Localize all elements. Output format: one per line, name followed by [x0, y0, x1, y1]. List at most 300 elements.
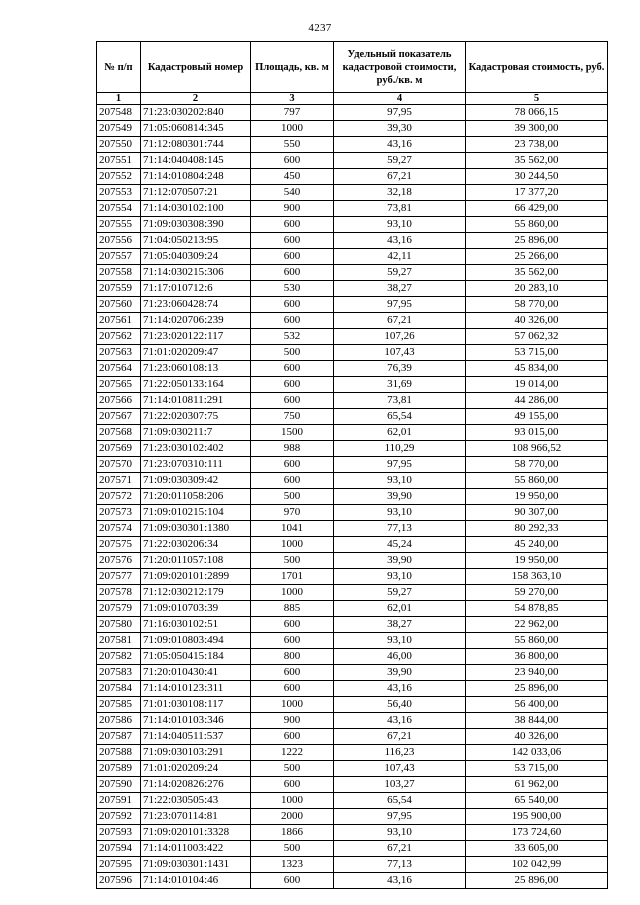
table-row — [97, 409, 608, 425]
cadastral-number-cell: 71:23:070310:111 — [141, 457, 251, 473]
cadastral-number-cell: 71:05:050415:184 — [141, 649, 251, 665]
cadastral-value-cell: 142 033,06 — [466, 745, 608, 761]
row-number-cell: 207562 — [97, 329, 141, 345]
cadastral-number-cell: 71:09:030103:291 — [141, 745, 251, 761]
row-number-cell: 207552 — [97, 169, 141, 185]
cadastral-value-cell: 45 240,00 — [466, 537, 608, 553]
table-header-row — [97, 42, 608, 93]
table-row — [97, 425, 608, 441]
cadastral-value-cell: 80 292,33 — [466, 521, 608, 537]
cadastral-value-cell: 23 940,00 — [466, 665, 608, 681]
header-row-number: № п/п — [97, 42, 141, 93]
area-cell: 800 — [251, 649, 334, 665]
table-row — [97, 553, 608, 569]
cadastral-value-cell: 25 896,00 — [466, 233, 608, 249]
unit-rate-cell: 67,21 — [334, 313, 466, 329]
header-cadastral-value: Кадастровая стоимость, руб. — [466, 42, 608, 93]
cadastral-number-cell: 71:23:070114:81 — [141, 809, 251, 825]
table-row — [97, 361, 608, 377]
table-row — [97, 185, 608, 201]
area-cell: 900 — [251, 713, 334, 729]
area-cell: 600 — [251, 233, 334, 249]
row-number-cell: 207581 — [97, 633, 141, 649]
table-row — [97, 825, 608, 841]
cadastral-value-cell: 25 266,00 — [466, 249, 608, 265]
cadastral-value-cell: 57 062,32 — [466, 329, 608, 345]
table-row — [97, 793, 608, 809]
row-number-cell: 207593 — [97, 825, 141, 841]
cadastral-number-cell: 71:23:030202:840 — [141, 105, 251, 121]
area-cell: 600 — [251, 457, 334, 473]
column-number: 4 — [334, 93, 466, 105]
cadastral-value-cell: 55 860,00 — [466, 473, 608, 489]
table-row — [97, 777, 608, 793]
table-row — [97, 297, 608, 313]
unit-rate-cell: 107,43 — [334, 345, 466, 361]
table-row — [97, 457, 608, 473]
cadastral-number-cell: 71:14:040408:145 — [141, 153, 251, 169]
table-row — [97, 873, 608, 889]
row-number-cell: 207580 — [97, 617, 141, 633]
row-number-cell: 207563 — [97, 345, 141, 361]
unit-rate-cell: 110,29 — [334, 441, 466, 457]
area-cell: 900 — [251, 201, 334, 217]
unit-rate-cell: 43,16 — [334, 873, 466, 889]
area-cell: 600 — [251, 633, 334, 649]
cadastral-number-cell: 71:14:030102:100 — [141, 201, 251, 217]
table-row — [97, 265, 608, 281]
cadastral-value-table — [96, 41, 608, 889]
cadastral-value-cell: 17 377,20 — [466, 185, 608, 201]
cadastral-value-cell: 53 715,00 — [466, 761, 608, 777]
unit-rate-cell: 76,39 — [334, 361, 466, 377]
cadastral-number-cell: 71:14:011003:422 — [141, 841, 251, 857]
area-cell: 970 — [251, 505, 334, 521]
unit-rate-cell: 65,54 — [334, 793, 466, 809]
cadastral-value-cell: 54 878,85 — [466, 601, 608, 617]
cadastral-value-cell: 35 562,00 — [466, 265, 608, 281]
unit-rate-cell: 39,30 — [334, 121, 466, 137]
cadastral-value-cell: 90 307,00 — [466, 505, 608, 521]
row-number-cell: 207585 — [97, 697, 141, 713]
table-row — [97, 697, 608, 713]
unit-rate-cell: 93,10 — [334, 505, 466, 521]
row-number-cell: 207557 — [97, 249, 141, 265]
unit-rate-cell: 59,27 — [334, 153, 466, 169]
area-cell: 1500 — [251, 425, 334, 441]
unit-rate-cell: 32,18 — [334, 185, 466, 201]
unit-rate-cell: 107,26 — [334, 329, 466, 345]
table-row — [97, 729, 608, 745]
row-number-cell: 207551 — [97, 153, 141, 169]
cadastral-number-cell: 71:05:060814:345 — [141, 121, 251, 137]
cadastral-value-cell: 40 326,00 — [466, 729, 608, 745]
row-number-cell: 207578 — [97, 585, 141, 601]
unit-rate-cell: 67,21 — [334, 169, 466, 185]
cadastral-value-cell: 58 770,00 — [466, 457, 608, 473]
table-body — [97, 105, 608, 889]
area-cell: 797 — [251, 105, 334, 121]
row-number-cell: 207584 — [97, 681, 141, 697]
column-number: 1 — [97, 93, 141, 105]
row-number-cell: 207566 — [97, 393, 141, 409]
cadastral-value-cell: 195 900,00 — [466, 809, 608, 825]
table-row — [97, 665, 608, 681]
cadastral-number-cell: 71:14:040511:537 — [141, 729, 251, 745]
cadastral-number-cell: 71:20:011057:108 — [141, 553, 251, 569]
table-row — [97, 745, 608, 761]
area-cell: 1000 — [251, 697, 334, 713]
cadastral-value-cell: 40 326,00 — [466, 313, 608, 329]
row-number-cell: 207577 — [97, 569, 141, 585]
cadastral-value-cell: 30 244,50 — [466, 169, 608, 185]
cadastral-number-cell: 71:14:020826:276 — [141, 777, 251, 793]
area-cell: 600 — [251, 665, 334, 681]
row-number-cell: 207576 — [97, 553, 141, 569]
cadastral-value-cell: 108 966,52 — [466, 441, 608, 457]
area-cell: 532 — [251, 329, 334, 345]
cadastral-number-cell: 71:04:050213:95 — [141, 233, 251, 249]
cadastral-value-cell: 55 860,00 — [466, 633, 608, 649]
cadastral-number-cell: 71:09:030308:390 — [141, 217, 251, 233]
cadastral-value-cell: 55 860,00 — [466, 217, 608, 233]
unit-rate-cell: 77,13 — [334, 521, 466, 537]
row-number-cell: 207574 — [97, 521, 141, 537]
unit-rate-cell: 43,16 — [334, 713, 466, 729]
area-cell: 600 — [251, 217, 334, 233]
area-cell: 600 — [251, 153, 334, 169]
table-row — [97, 569, 608, 585]
table-row — [97, 649, 608, 665]
table-row — [97, 169, 608, 185]
column-number: 2 — [141, 93, 251, 105]
unit-rate-cell: 43,16 — [334, 233, 466, 249]
area-cell: 600 — [251, 777, 334, 793]
area-cell: 600 — [251, 313, 334, 329]
cadastral-value-cell: 53 715,00 — [466, 345, 608, 361]
cadastral-value-cell: 44 286,00 — [466, 393, 608, 409]
cadastral-value-cell: 38 844,00 — [466, 713, 608, 729]
table-row — [97, 617, 608, 633]
table-row — [97, 137, 608, 153]
row-number-cell: 207549 — [97, 121, 141, 137]
cadastral-number-cell: 71:14:010103:346 — [141, 713, 251, 729]
unit-rate-cell: 38,27 — [334, 617, 466, 633]
cadastral-number-cell: 71:09:030309:42 — [141, 473, 251, 489]
cadastral-number-cell: 71:01:020209:24 — [141, 761, 251, 777]
unit-rate-cell: 42,11 — [334, 249, 466, 265]
cadastral-number-cell: 71:09:030301:1380 — [141, 521, 251, 537]
unit-rate-cell: 45,24 — [334, 537, 466, 553]
table-row — [97, 345, 608, 361]
row-number-cell: 207558 — [97, 265, 141, 281]
table-row — [97, 809, 608, 825]
cadastral-number-cell: 71:14:010811:291 — [141, 393, 251, 409]
cadastral-value-cell: 25 896,00 — [466, 873, 608, 889]
area-cell: 600 — [251, 473, 334, 489]
unit-rate-cell: 56,40 — [334, 697, 466, 713]
unit-rate-cell: 103,27 — [334, 777, 466, 793]
unit-rate-cell: 93,10 — [334, 633, 466, 649]
header-area: Площадь, кв. м — [251, 42, 334, 93]
table-row — [97, 681, 608, 697]
cadastral-number-cell: 71:16:030102:51 — [141, 617, 251, 633]
cadastral-value-cell: 56 400,00 — [466, 697, 608, 713]
row-number-cell: 207582 — [97, 649, 141, 665]
row-number-cell: 207575 — [97, 537, 141, 553]
row-number-cell: 207570 — [97, 457, 141, 473]
row-number-cell: 207569 — [97, 441, 141, 457]
unit-rate-cell: 97,95 — [334, 809, 466, 825]
area-cell: 600 — [251, 265, 334, 281]
table-row — [97, 585, 608, 601]
row-number-cell: 207592 — [97, 809, 141, 825]
unit-rate-cell: 97,95 — [334, 105, 466, 121]
area-cell: 600 — [251, 249, 334, 265]
cadastral-value-cell: 35 562,00 — [466, 153, 608, 169]
cadastral-number-cell: 71:20:011058:206 — [141, 489, 251, 505]
unit-rate-cell: 97,95 — [334, 297, 466, 313]
cadastral-number-cell: 71:12:080301:744 — [141, 137, 251, 153]
unit-rate-cell: 43,16 — [334, 137, 466, 153]
cadastral-value-cell: 102 042,99 — [466, 857, 608, 873]
table-row — [97, 249, 608, 265]
unit-rate-cell: 93,10 — [334, 473, 466, 489]
cadastral-value-cell: 22 962,00 — [466, 617, 608, 633]
cadastral-value-cell: 20 283,10 — [466, 281, 608, 297]
area-cell: 600 — [251, 681, 334, 697]
cadastral-value-cell: 36 800,00 — [466, 649, 608, 665]
row-number-cell: 207588 — [97, 745, 141, 761]
unit-rate-cell: 93,10 — [334, 825, 466, 841]
cadastral-number-cell: 71:14:010104:46 — [141, 873, 251, 889]
cadastral-number-cell: 71:01:030108:117 — [141, 697, 251, 713]
cadastral-value-cell: 66 429,00 — [466, 201, 608, 217]
table-row — [97, 329, 608, 345]
row-number-cell: 207583 — [97, 665, 141, 681]
column-number-row — [97, 93, 608, 105]
cadastral-value-cell: 61 962,00 — [466, 777, 608, 793]
cadastral-number-cell: 71:22:030206:34 — [141, 537, 251, 553]
table-row — [97, 841, 608, 857]
cadastral-number-cell: 71:22:020307:75 — [141, 409, 251, 425]
unit-rate-cell: 97,95 — [334, 457, 466, 473]
table-row — [97, 857, 608, 873]
cadastral-number-cell: 71:23:020122:117 — [141, 329, 251, 345]
unit-rate-cell: 62,01 — [334, 601, 466, 617]
table-row — [97, 105, 608, 121]
row-number-cell: 207587 — [97, 729, 141, 745]
cadastral-value-cell: 25 896,00 — [466, 681, 608, 697]
unit-rate-cell: 62,01 — [334, 425, 466, 441]
cadastral-value-cell: 58 770,00 — [466, 297, 608, 313]
header-unit-rate: Удельный показатель кадастровой стоимости, руб./кв. м — [334, 42, 466, 93]
cadastral-number-cell: 71:20:010430:41 — [141, 665, 251, 681]
row-number-cell: 207573 — [97, 505, 141, 521]
table-row — [97, 217, 608, 233]
row-number-cell: 207591 — [97, 793, 141, 809]
table-row — [97, 233, 608, 249]
unit-rate-cell: 31,69 — [334, 377, 466, 393]
header-cadastral-number: Кадастровый номер — [141, 42, 251, 93]
cadastral-number-cell: 71:09:010803:494 — [141, 633, 251, 649]
unit-rate-cell: 93,10 — [334, 217, 466, 233]
cadastral-number-cell: 71:14:020706:239 — [141, 313, 251, 329]
table-row — [97, 761, 608, 777]
area-cell: 540 — [251, 185, 334, 201]
area-cell: 1041 — [251, 521, 334, 537]
row-number-cell: 207590 — [97, 777, 141, 793]
row-number-cell: 207579 — [97, 601, 141, 617]
row-number-cell: 207550 — [97, 137, 141, 153]
unit-rate-cell: 116,23 — [334, 745, 466, 761]
unit-rate-cell: 46,00 — [334, 649, 466, 665]
area-cell: 500 — [251, 553, 334, 569]
unit-rate-cell: 59,27 — [334, 585, 466, 601]
row-number-cell: 207555 — [97, 217, 141, 233]
unit-rate-cell: 77,13 — [334, 857, 466, 873]
table-row — [97, 281, 608, 297]
row-number-cell: 207571 — [97, 473, 141, 489]
unit-rate-cell: 93,10 — [334, 569, 466, 585]
table-row — [97, 393, 608, 409]
table-row — [97, 537, 608, 553]
table-row — [97, 153, 608, 169]
cadastral-number-cell: 71:22:030505:43 — [141, 793, 251, 809]
column-number: 3 — [251, 93, 334, 105]
table-row — [97, 489, 608, 505]
cadastral-value-cell: 19 950,00 — [466, 553, 608, 569]
page-number: 4237 — [308, 22, 332, 34]
unit-rate-cell: 73,81 — [334, 393, 466, 409]
area-cell: 1000 — [251, 585, 334, 601]
cadastral-number-cell: 71:12:030212:179 — [141, 585, 251, 601]
area-cell: 1701 — [251, 569, 334, 585]
area-cell: 600 — [251, 377, 334, 393]
cadastral-value-cell: 65 540,00 — [466, 793, 608, 809]
area-cell: 500 — [251, 841, 334, 857]
table-row — [97, 505, 608, 521]
cadastral-number-cell: 71:09:010215:104 — [141, 505, 251, 521]
row-number-cell: 207572 — [97, 489, 141, 505]
table-row — [97, 601, 608, 617]
cadastral-value-cell: 19 950,00 — [466, 489, 608, 505]
cadastral-number-cell: 71:12:070507:21 — [141, 185, 251, 201]
cadastral-value-cell: 49 155,00 — [466, 409, 608, 425]
row-number-cell: 207568 — [97, 425, 141, 441]
table-row — [97, 633, 608, 649]
cadastral-number-cell: 71:23:060108:13 — [141, 361, 251, 377]
unit-rate-cell: 67,21 — [334, 841, 466, 857]
cadastral-number-cell: 71:01:020209:47 — [141, 345, 251, 361]
table-row — [97, 713, 608, 729]
cadastral-number-cell: 71:17:010712:6 — [141, 281, 251, 297]
area-cell: 600 — [251, 617, 334, 633]
unit-rate-cell: 73,81 — [334, 201, 466, 217]
cadastral-value-cell: 39 300,00 — [466, 121, 608, 137]
table-row — [97, 121, 608, 137]
area-cell: 2000 — [251, 809, 334, 825]
area-cell: 1323 — [251, 857, 334, 873]
area-cell: 1866 — [251, 825, 334, 841]
cadastral-value-cell: 78 066,15 — [466, 105, 608, 121]
row-number-cell: 207595 — [97, 857, 141, 873]
area-cell: 1000 — [251, 121, 334, 137]
cadastral-number-cell: 71:23:030102:402 — [141, 441, 251, 457]
cadastral-number-cell: 71:14:010804:248 — [141, 169, 251, 185]
cadastral-value-cell: 33 605,00 — [466, 841, 608, 857]
row-number-cell: 207596 — [97, 873, 141, 889]
table-row — [97, 473, 608, 489]
unit-rate-cell: 39,90 — [334, 489, 466, 505]
area-cell: 600 — [251, 729, 334, 745]
cadastral-value-cell: 158 363,10 — [466, 569, 608, 585]
cadastral-value-cell: 59 270,00 — [466, 585, 608, 601]
unit-rate-cell: 107,43 — [334, 761, 466, 777]
area-cell: 550 — [251, 137, 334, 153]
unit-rate-cell: 65,54 — [334, 409, 466, 425]
row-number-cell: 207554 — [97, 201, 141, 217]
row-number-cell: 207556 — [97, 233, 141, 249]
row-number-cell: 207561 — [97, 313, 141, 329]
unit-rate-cell: 67,21 — [334, 729, 466, 745]
row-number-cell: 207560 — [97, 297, 141, 313]
row-number-cell: 207565 — [97, 377, 141, 393]
cadastral-number-cell: 71:09:020101:2899 — [141, 569, 251, 585]
cadastral-number-cell: 71:22:050133:164 — [141, 377, 251, 393]
table-row — [97, 201, 608, 217]
table-row — [97, 441, 608, 457]
cadastral-value-cell: 173 724,60 — [466, 825, 608, 841]
row-number-cell: 207559 — [97, 281, 141, 297]
area-cell: 500 — [251, 761, 334, 777]
cadastral-number-cell: 71:05:040309:24 — [141, 249, 251, 265]
area-cell: 600 — [251, 393, 334, 409]
cadastral-number-cell: 71:09:030211:7 — [141, 425, 251, 441]
area-cell: 1222 — [251, 745, 334, 761]
row-number-cell: 207564 — [97, 361, 141, 377]
cadastral-value-cell: 45 834,00 — [466, 361, 608, 377]
row-number-cell: 207594 — [97, 841, 141, 857]
cadastral-number-cell: 71:09:020101:3328 — [141, 825, 251, 841]
row-number-cell: 207589 — [97, 761, 141, 777]
unit-rate-cell: 38,27 — [334, 281, 466, 297]
area-cell: 1000 — [251, 537, 334, 553]
cadastral-value-cell: 93 015,00 — [466, 425, 608, 441]
row-number-cell: 207548 — [97, 105, 141, 121]
area-cell: 885 — [251, 601, 334, 617]
unit-rate-cell: 59,27 — [334, 265, 466, 281]
cadastral-number-cell: 71:09:030301:1431 — [141, 857, 251, 873]
table-row — [97, 313, 608, 329]
table-row — [97, 377, 608, 393]
row-number-cell: 207567 — [97, 409, 141, 425]
area-cell: 500 — [251, 489, 334, 505]
row-number-cell: 207553 — [97, 185, 141, 201]
table-row — [97, 521, 608, 537]
cadastral-number-cell: 71:14:010123:311 — [141, 681, 251, 697]
area-cell: 530 — [251, 281, 334, 297]
area-cell: 600 — [251, 297, 334, 313]
cadastral-value-cell: 19 014,00 — [466, 377, 608, 393]
area-cell: 450 — [251, 169, 334, 185]
column-number: 5 — [466, 93, 608, 105]
unit-rate-cell: 39,90 — [334, 553, 466, 569]
unit-rate-cell: 39,90 — [334, 665, 466, 681]
area-cell: 500 — [251, 345, 334, 361]
area-cell: 600 — [251, 873, 334, 889]
cadastral-number-cell: 71:09:010703:39 — [141, 601, 251, 617]
